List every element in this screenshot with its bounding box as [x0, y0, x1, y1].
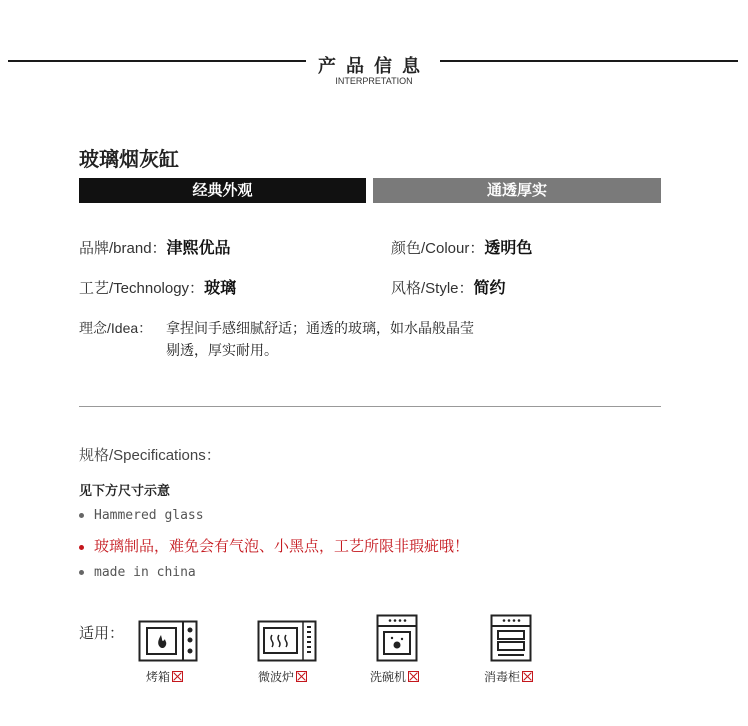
- feature-bar-right: [373, 178, 661, 203]
- appliance-microwave-label: 微波炉: [258, 670, 295, 684]
- appliance-microwave: [258, 668, 307, 685]
- appliance-sterilizer-label: 消毒柜: [484, 670, 521, 684]
- specs-heading: 规格/Specifications：: [79, 447, 221, 464]
- technology-value: 玻璃: [204, 280, 237, 297]
- cross-box-icon: [296, 671, 307, 682]
- feature-bar-right-label: 通透厚实: [486, 182, 547, 199]
- appliance-dishwasher: [370, 668, 419, 685]
- section-title: 产品信息: [318, 56, 430, 76]
- feature-bar-left: [79, 178, 366, 203]
- colour-row: [391, 235, 532, 258]
- brand-label: 品牌/brand：: [79, 240, 167, 257]
- brand-row: [79, 235, 231, 258]
- style-label: 风格/Style：: [391, 280, 474, 297]
- section-subtitle: INTERPRETATION: [335, 76, 413, 86]
- idea-label: 理念/Idea：: [79, 320, 153, 336]
- spec-item-text: made in china: [94, 565, 196, 580]
- spec-item-text: Hammered glass: [94, 508, 204, 523]
- appliance-dishwasher-label: 洗碗机: [370, 670, 407, 684]
- bullet-icon: [79, 545, 84, 550]
- specs-subheading: 见下方尺寸示意: [79, 483, 171, 498]
- section-divider: [79, 406, 661, 407]
- technology-label: 工艺/Technology：: [79, 280, 205, 297]
- colour-value: 透明色: [484, 240, 533, 257]
- microwave-icon: [257, 620, 317, 662]
- style-row: [391, 275, 506, 298]
- bullet-icon: [79, 513, 84, 518]
- spec-item-warning: [79, 535, 469, 556]
- idea-line-1: 拿捏间手感细腻舒适；通透的玻璃，如水晶般晶莹: [166, 320, 474, 336]
- cross-box-icon: [408, 671, 419, 682]
- technology-row: [79, 275, 236, 298]
- bullet-icon: [79, 570, 84, 575]
- appliance-oven-label: 烤箱: [146, 670, 171, 684]
- appliance-sterilizer: [484, 668, 533, 685]
- cross-box-icon: [522, 671, 533, 682]
- dishwasher-icon: [376, 614, 418, 662]
- cross-box-icon: [172, 671, 183, 682]
- colour-label: 颜色/Colour：: [391, 240, 485, 257]
- spec-item-text: 玻璃制品，难免会有气泡、小黑点，工艺所限非瑕疵哦！: [94, 538, 470, 555]
- oven-icon: [138, 620, 198, 662]
- style-value: 简约: [473, 280, 506, 297]
- feature-bar-left-label: 经典外观: [192, 182, 253, 199]
- spec-item-origin: [79, 565, 196, 580]
- appliance-oven: [146, 668, 183, 685]
- idea-line-2: 剔透，厚实耐用。: [166, 342, 278, 358]
- usage-label: 适用：: [79, 625, 125, 642]
- spec-item-material: [79, 508, 204, 523]
- product-name: 玻璃烟灰缸: [79, 149, 179, 171]
- brand-value: 津熙优品: [166, 240, 231, 257]
- sterilizer-icon: [490, 614, 532, 662]
